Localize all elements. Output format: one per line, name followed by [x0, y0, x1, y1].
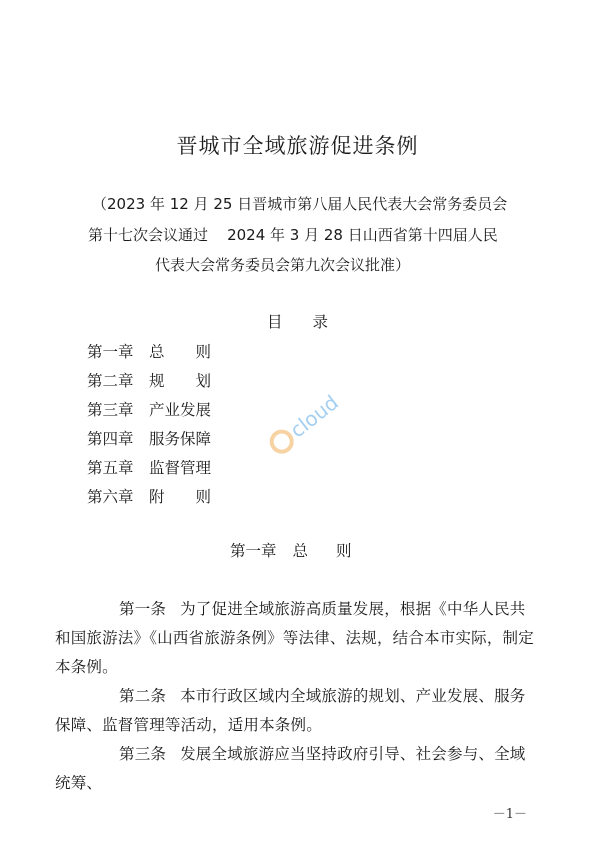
- chapter-number: 第一章: [230, 542, 277, 560]
- document-title: 晋城市全域旅游促进条例: [176, 134, 419, 158]
- article-2: [55, 682, 535, 740]
- toc-item[interactable]: [87, 396, 211, 425]
- toc-item-title: 附 则: [149, 488, 212, 506]
- subtitle-line-3: 代表大会常务委员会第九次会议批准）: [155, 256, 411, 274]
- subtitle-line-1: （2023 年 12 月 25 日晋城市第八届人民代表大会常务委员会: [92, 195, 508, 213]
- article-label: 第一条: [119, 600, 167, 618]
- toc-item-title: 监督管理: [149, 459, 212, 477]
- toc-item-number: 第四章: [87, 430, 134, 448]
- article-label: 第二条: [119, 687, 167, 705]
- article-1: [55, 595, 535, 682]
- article-text: 为了促进全域旅游高质量发展，根据《中华人民共和国旅游法》《山西省旅游条例》等法律、法规，结合本市实际，制定本条例。: [55, 600, 534, 676]
- toc-item[interactable]: [87, 483, 211, 512]
- chapter-title-left: 总: [292, 542, 309, 560]
- subtitle-line-2: 第十七次会议通过 2024 年 3 月 28 日山西省第十四届人民: [88, 226, 498, 244]
- chapter-heading: [230, 539, 352, 561]
- toc-item[interactable]: [87, 367, 211, 396]
- toc-item[interactable]: [87, 425, 211, 454]
- cloud-logo-icon: [240, 362, 366, 488]
- page-number: －1－: [492, 807, 527, 822]
- toc-item-title: 规 划: [149, 372, 212, 390]
- cloud-watermark: [240, 362, 366, 488]
- watermark-text: cloud: [285, 390, 343, 443]
- toc-item-number: 第五章: [87, 459, 134, 477]
- toc-item[interactable]: [87, 454, 211, 483]
- article-text: 发展全域旅游应当坚持政府引导、社会参与、全域统筹、: [55, 745, 526, 792]
- toc-item-number: 第二章: [87, 372, 134, 390]
- toc-item-title: 服务保障: [149, 430, 212, 448]
- article-label: 第三条: [119, 745, 167, 763]
- toc-heading-left: 目: [266, 313, 283, 331]
- toc-item-number: 第一章: [87, 343, 134, 361]
- toc-item-number: 第三章: [87, 401, 134, 419]
- toc-item[interactable]: [87, 338, 211, 367]
- table-of-contents: [87, 338, 211, 512]
- article-3: [55, 740, 535, 798]
- article-text: 本市行政区域内全域旅游的规划、产业发展、服务保障、监督管理等活动，适用本条例。: [55, 687, 526, 734]
- chapter-title-right: 则: [336, 542, 352, 560]
- toc-item-title: 产业发展: [149, 401, 212, 419]
- toc-heading: [0, 310, 595, 332]
- toc-heading-right: 录: [312, 313, 329, 331]
- toc-item-number: 第六章: [87, 488, 134, 506]
- toc-item-title: 总 则: [149, 343, 212, 361]
